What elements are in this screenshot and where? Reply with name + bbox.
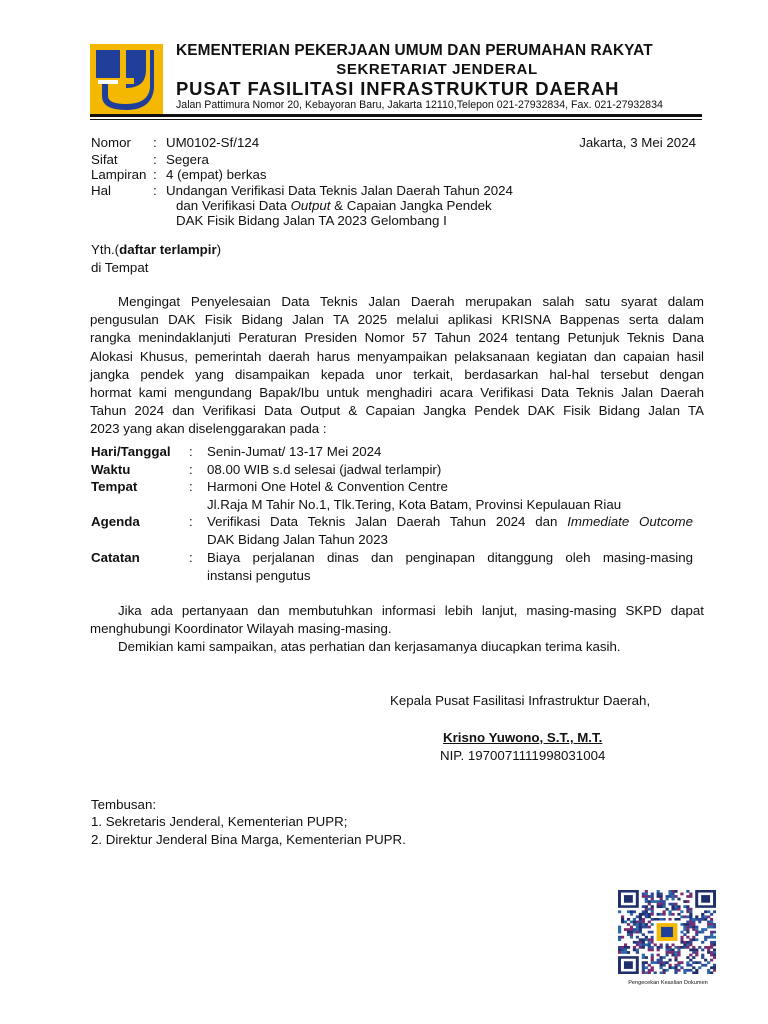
colon: : [189,479,193,494]
signatory-nip: NIP. 1970071111998031004 [440,748,606,763]
hal-label: Hal [91,183,111,198]
waktu-label: Waktu [91,462,131,477]
letter-date: Jakarta, 3 Mei 2024 [579,135,696,150]
tempat-label: Tempat [91,479,138,494]
lampiran-label: Lampiran [91,167,147,182]
yth-suffix: ) [216,242,222,257]
center-name: PUSAT FASILITASI INFRASTRUKTUR DAERAH [176,78,620,99]
sifat-value: Segera [166,152,209,167]
closing-line: menghubungi Koordinator Wilayah masing-masing. [90,621,392,637]
tempat-value-2: Jl.Raja M Tahir No.1, Tlk.Tering, Kota Batam, Provinsi Kepulauan Riau [207,497,622,512]
closing-thanks: Demikian kami sampaikan, atas perhatian dan kerjasamanya diucapkan terima kasih. [118,639,621,654]
letterhead-rule-thin [90,119,702,120]
body-line: Mengingat Penyelesaian Data Teknis Jalan Daerah merupakan salah satu syarat dalam [118,294,704,309]
body-line: jangka pendek yang disampaikan kepada unor terkait, berdasarkan hal-hal tersebut dengan [90,366,704,382]
tembusan-item: 2. Direktur Jenderal Bina Marga, Kementerian PUPR. [91,832,406,847]
hal-line-2-text-end: & Capaian Jangka Pendek [330,198,492,213]
qr-caption: Pengecekan Keaslian Dokumen [628,980,708,986]
pupr-logo [90,44,163,117]
colon: : [153,183,157,198]
hari-value: Senin-Jumat/ 13-17 Mei 2024 [207,444,382,459]
letterhead-address: Jalan Pattimura Nomor 20, Kebayoran Baru, Jakarta 12110,Telepon 021-27932834, Fax. 021-27932834 [176,99,663,111]
hal-line-2-italic: Output [290,198,331,213]
colon: : [153,152,157,167]
signatory-name: Krisno Yuwono, S.T., M.T. [443,730,603,745]
agenda-text: Verifikasi Data Teknis Jalan Daerah Tahun 2024 dan [207,514,568,529]
closing-paragraph [90,602,704,638]
tempat-value-1: Harmoni One Hotel & Convention Centre [207,479,448,494]
colon: : [189,462,193,477]
agenda-value-1 [207,513,693,531]
secretariat-name: SEKRETARIAT JENDERAL [336,61,538,78]
body-line: pengusulan DAK Fisik Bidang Jalan TA 2025 melalui aplikasi KRISNA Bappenas serta dalam [90,312,704,328]
waktu-value: 08.00 WIB s.d selesai (jadwal terlampir) [207,462,442,477]
colon: : [153,135,157,150]
lampiran-value: 4 (empat) berkas [166,167,267,182]
body-paragraph [90,293,704,439]
agenda-value-2: DAK Bidang Jalan Tahun 2023 [207,532,388,547]
agenda-italic: Immediate Outcome [567,514,693,529]
hal-line-3: DAK Fisik Bidang Jalan TA 2023 Gelombang I [176,213,447,228]
catatan-value-2: instansi pengutus [207,568,311,583]
colon: : [189,550,193,565]
hal-line-1: Undangan Verifikasi Data Teknis Jalan Daerah Tahun 2024 [166,183,513,198]
colon: : [189,444,193,459]
body-line: Alokasi Khusus, pemerintah daerah harus menyampaikan pelaksanaan kegiatan dan capaian hasil [90,348,704,364]
agenda-label: Agenda [91,514,140,529]
catatan-label: Catatan [91,550,140,565]
catatan-value-1: Biaya perjalanan dinas dan penginapan ditanggung oleh masing-masing [207,550,693,565]
recipient-line [91,241,221,259]
body-line: hormat kami mengundang Bapak/Ibu untuk menghadiri acara Verifikasi Data Teknis Jalan Daerah [90,385,704,401]
letterhead-rule [90,114,702,117]
ministry-name: KEMENTERIAN PEKERJAAN UMUM DAN PERUMAHAN RAKYAT [176,42,653,59]
closing-line: Jika ada pertanyaan dan membutuhkan informasi lebih lanjut, masing-masing SKPD dapat [118,603,704,618]
body-line: Tahun 2024 dan Verifikasi Data Output & Capaian Jangka Pendek DAK Fisik Bidang Jalan TA [90,403,704,419]
tembusan-label: Tembusan: [91,797,157,812]
colon: : [153,167,157,182]
signatory-title: Kepala Pusat Fasilitasi Infrastruktur Daerah, [390,693,651,708]
body-line: 2023 yang akan diselenggarakan pada : [90,421,327,437]
verification-qr-code[interactable] [618,890,716,974]
yth-prefix: Yth.( [91,242,120,257]
nomor-label: Nomor [91,135,131,150]
hal-line-2-text: dan Verifikasi Data [176,198,291,213]
hari-label: Hari/Tanggal [91,444,171,459]
tembusan-item: 1. Sekretaris Jenderal, Kementerian PUPR; [91,814,348,829]
colon: : [189,514,193,529]
recipient-place: di Tempat [91,260,149,275]
nomor-value: UM0102-Sf/124 [166,135,260,150]
body-line: rangka menindaklanjuti Peraturan Presiden Nomor 57 Tahun 2024 tentang Petunjuk Teknis Dana [90,330,704,346]
recipient-bold: daftar terlampir [119,242,217,257]
sifat-label: Sifat [91,152,118,167]
